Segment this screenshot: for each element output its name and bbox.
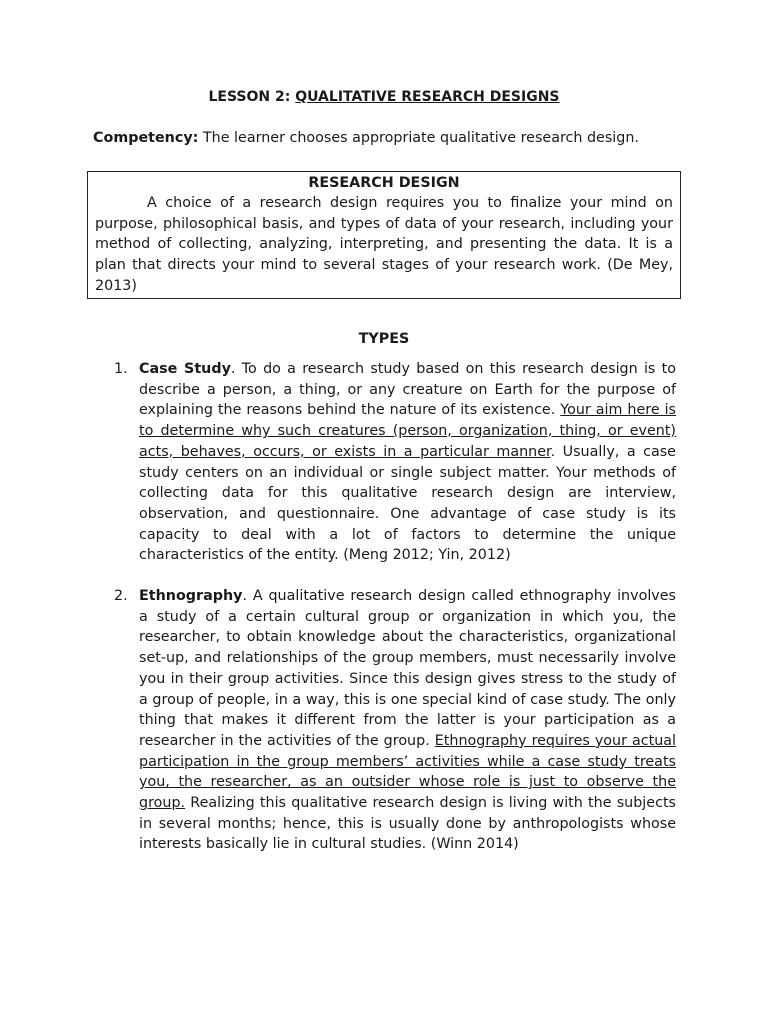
list-item-text-after: Realizing this qualitative research design is living with the subjects in several months; hence, this is usually done by anthropologists whose interests basically lie in cultural studies. (Winn 2014) <box>139 795 676 853</box>
list-item-ethnography <box>114 586 676 855</box>
list-item-body <box>114 586 676 855</box>
list-item-lead: Ethnography <box>139 588 243 604</box>
list-item-underlined: Ethnography requires your actual participation in the group members’ activities while a case study treats you, the researcher, as an outsider whose role is just to observe the group. <box>139 732 676 812</box>
competency-label: Competency: <box>93 130 199 146</box>
types-heading: TYPES <box>358 331 410 347</box>
list-item-text-after: . Usually, a case study centers on an individual or single subject matter. Your methods of collecting data for this qualitative research design are interview, observation, and questionnaire. One advantage of case study is its capacity to deal with a lot of factors to determine the unique characteristics of the entity. (Meng 2012; Yin, 2012) <box>139 443 676 564</box>
lesson-prefix: LESSON 2: <box>208 89 296 105</box>
list-item-lead: Case Study <box>139 361 231 377</box>
list-item-body <box>114 359 676 566</box>
list-item-case-study <box>114 359 676 566</box>
lesson-title <box>0 87 768 107</box>
list-item-underlined: Your aim here is to determine why such creatures (person, organization, thing, or event) acts, behaves, occurs, or exists in a particular manner <box>139 402 677 460</box>
lesson-title-text: QUALITATIVE RESEARCH DESIGNS <box>295 89 560 105</box>
research-design-body: A choice of a research design requires you to finalize your mind on purpose, philosophical basis, and types of data of your research, including your method of collecting, analyzing, interpreting, and presenting the data. It is a plan that directs your mind to several stages of your research work. (De Mey, 2013) <box>95 195 673 294</box>
list-item-text: . A qualitative research design called ethnography involves a study of a certain cultural group or organization in which you, the researcher, to obtain knowledge about the characteristics, organizational set-up, and relationships of the group members, must necessarily involve you in their group activities. Since this design gives stress to the study of a group of people, in a way, this is one special kind of case study. The only thing that makes it different from the latter is your participation as a researcher in the activities of the group. <box>139 588 676 749</box>
research-design-box <box>87 171 681 299</box>
competency-statement <box>93 128 733 148</box>
list-item-number: 1. <box>114 361 128 377</box>
competency-text: The learner chooses appropriate qualitative research design. <box>198 130 639 146</box>
research-design-title: RESEARCH DESIGN <box>308 175 460 191</box>
list-item-text: . To do a research study based on this research design is to describe a person, a thing, or any creature on Earth for the purpose of explaining the reasons behind the nature of its existence. <box>139 361 676 419</box>
list-item-number: 2. <box>114 588 128 604</box>
